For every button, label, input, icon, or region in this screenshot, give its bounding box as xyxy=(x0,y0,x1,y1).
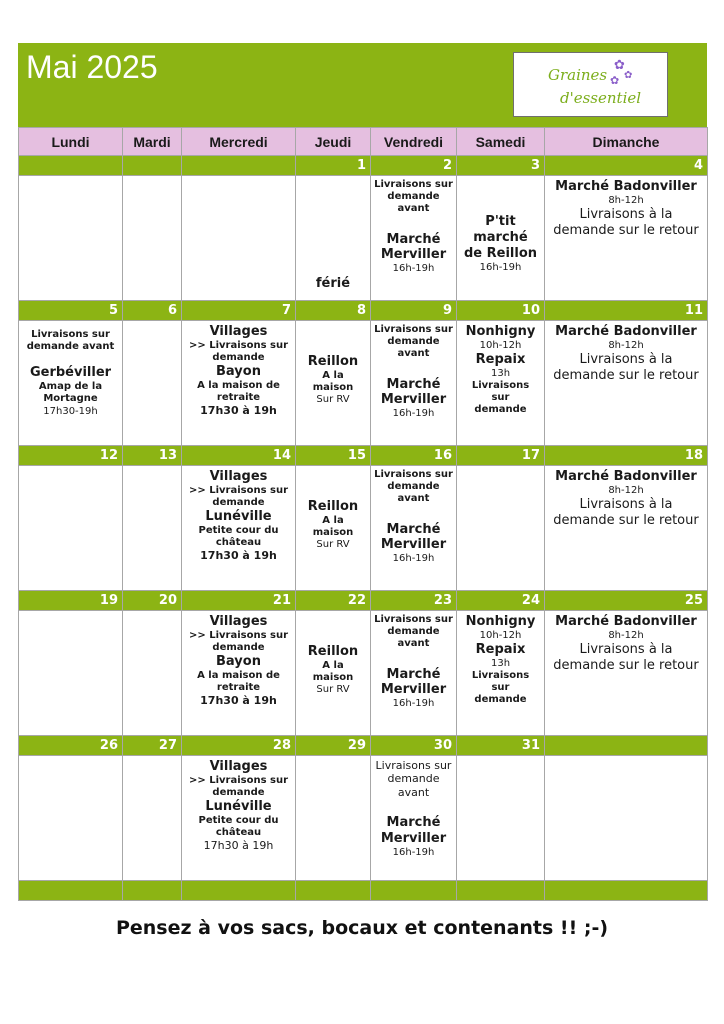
event-hours: 8h-12h xyxy=(608,629,644,641)
day-number: 9 xyxy=(371,301,457,321)
event-text: avant xyxy=(397,203,430,215)
day-number: 15 xyxy=(296,446,371,466)
day-cell xyxy=(182,756,296,881)
event-title: Villages xyxy=(209,759,268,774)
event-text: A la xyxy=(322,514,344,526)
event-title: P'tit xyxy=(485,214,516,229)
day-number: 17 xyxy=(457,446,545,466)
weekday-dimanche: Dimanche xyxy=(545,128,708,156)
event-text: demande xyxy=(387,481,440,493)
weekday-jeudi: Jeudi xyxy=(296,128,371,156)
event-hours: 13h xyxy=(490,657,511,669)
day-number xyxy=(123,156,182,176)
footer-message: Pensez à vos sacs, bocaux et contenants !! ;-) xyxy=(115,917,609,939)
day-cell xyxy=(457,756,545,881)
event-title: Merviller xyxy=(380,392,447,408)
calendar-grid xyxy=(18,127,708,901)
day-cell xyxy=(296,466,371,591)
day-number: 31 xyxy=(457,736,545,756)
event-text: demande xyxy=(212,642,265,654)
day-cell xyxy=(545,756,708,881)
day-cell xyxy=(182,176,296,301)
logo-line2: d'essentiel xyxy=(560,89,642,107)
event-hours: 13h xyxy=(490,367,511,379)
event-title: marché xyxy=(473,229,528,245)
day-number: 16 xyxy=(371,446,457,466)
event-text: demande xyxy=(212,787,265,799)
day-number: 19 xyxy=(19,591,123,611)
event-hours: 17h30 à 19h xyxy=(200,404,277,418)
day-cell xyxy=(123,176,182,301)
event-title: Marché Badonviller xyxy=(555,614,697,629)
event-title: Lunéville xyxy=(205,509,272,525)
day-cell xyxy=(19,321,123,446)
weekday-mardi: Mardi xyxy=(123,128,182,156)
event-text: demande avant xyxy=(26,341,115,353)
day-number xyxy=(19,156,123,176)
event-hours: 10h-12h xyxy=(479,339,522,351)
event-title: Repaix xyxy=(475,352,526,368)
event-text: Sur RV xyxy=(316,684,350,696)
week-1-numbers xyxy=(19,156,708,176)
event-text: Livraisons à la xyxy=(579,207,673,223)
weekday-mercredi: Mercredi xyxy=(182,128,296,156)
event-title: Gerbéviller xyxy=(29,365,112,381)
event-hours: 16h-19h xyxy=(392,698,435,710)
event-title: Merviller xyxy=(380,831,447,847)
event-hours: 16h-19h xyxy=(392,408,435,420)
event-text: Livraisons xyxy=(471,670,530,682)
day-cell xyxy=(182,466,296,591)
day-number: 2 xyxy=(371,156,457,176)
day-number: 14 xyxy=(182,446,296,466)
event-text: Livraisons sur xyxy=(31,329,110,340)
event-hours: 16h-19h xyxy=(392,846,435,858)
day-cell xyxy=(545,176,708,301)
day-number: 30 xyxy=(371,736,457,756)
logo-line1: Graines xyxy=(548,66,608,84)
day-cell xyxy=(182,321,296,446)
event-text: A la xyxy=(322,659,344,671)
day-cell xyxy=(19,756,123,881)
event-title: de Reillon xyxy=(463,245,538,261)
day-cell xyxy=(545,611,708,736)
event-text: retraite xyxy=(216,682,261,694)
event-text: Livraisons sur xyxy=(374,469,453,480)
event-text: sur xyxy=(491,392,510,404)
day-number: 10 xyxy=(457,301,545,321)
event-title: Merviller xyxy=(380,682,447,698)
calendar-title: Mai 2025 xyxy=(26,49,158,85)
event-text: >> Livraisons sur xyxy=(188,339,289,351)
day-number: 7 xyxy=(182,301,296,321)
calendar-bottom-bar xyxy=(19,881,708,901)
event-text: demande sur le retour xyxy=(553,367,699,383)
event-title: Marché Badonviller xyxy=(555,324,697,339)
event-text: château xyxy=(215,537,262,549)
day-number: 1 xyxy=(296,156,371,176)
week-3-numbers xyxy=(19,446,708,466)
event-text: Livraisons à la xyxy=(579,497,673,513)
week-4-numbers xyxy=(19,591,708,611)
event-text: Livraisons à la xyxy=(579,642,673,658)
event-title: Villages xyxy=(209,614,268,629)
day-cell xyxy=(457,321,545,446)
event-title: Marché Badonviller xyxy=(555,469,697,484)
day-number: 24 xyxy=(457,591,545,611)
event-title: Villages xyxy=(209,324,268,339)
weekday-samedi: Samedi xyxy=(457,128,545,156)
weekday-vendredi: Vendredi xyxy=(371,128,457,156)
event-hours: 16h-19h xyxy=(479,261,522,273)
event-title: Marché xyxy=(386,376,441,392)
day-cell xyxy=(19,176,123,301)
event-text: demande xyxy=(387,191,440,203)
day-cell xyxy=(19,611,123,736)
day-number: 29 xyxy=(296,736,371,756)
event-text: demande xyxy=(387,626,440,638)
day-cell xyxy=(123,321,182,446)
day-cell xyxy=(296,756,371,881)
day-number: 26 xyxy=(19,736,123,756)
day-number: 4 xyxy=(545,156,708,176)
week-4-content xyxy=(19,611,708,736)
event-title: Repaix xyxy=(475,642,526,658)
event-title: Villages xyxy=(209,469,268,484)
event-title: Nonhigny xyxy=(465,324,536,339)
event-text: Livraisons sur xyxy=(374,324,453,335)
event-text: A la maison de xyxy=(197,670,280,682)
event-text: château xyxy=(215,827,262,839)
event-text: Livraisons sur xyxy=(375,759,452,772)
ferie-label: férié xyxy=(315,276,351,291)
day-cell xyxy=(371,611,457,736)
event-title: Reillon xyxy=(307,644,359,659)
event-title: Reillon xyxy=(307,354,359,369)
event-text: demande xyxy=(387,336,440,348)
day-cell xyxy=(182,611,296,736)
weekday-header-row xyxy=(19,128,708,156)
week-2-content xyxy=(19,321,708,446)
event-title: Bayon xyxy=(216,654,261,670)
event-title: Marché xyxy=(386,231,441,247)
event-text: Amap de la xyxy=(38,381,103,393)
day-cell xyxy=(371,321,457,446)
event-text: retraite xyxy=(216,392,261,404)
event-text: >> Livraisons sur xyxy=(188,629,289,641)
day-number: 21 xyxy=(182,591,296,611)
event-text: demande xyxy=(212,352,265,364)
week-5-numbers xyxy=(19,736,708,756)
event-text: avant xyxy=(397,493,430,505)
day-cell xyxy=(457,176,545,301)
event-text: Livraisons xyxy=(471,380,530,392)
event-hours: 16h-19h xyxy=(392,553,435,565)
event-title: Marché xyxy=(386,666,441,682)
event-text: Sur RV xyxy=(316,539,350,551)
event-text: sur xyxy=(491,682,510,694)
flower-icon: ✿ xyxy=(610,74,620,87)
day-number: 3 xyxy=(457,156,545,176)
week-2-numbers xyxy=(19,301,708,321)
flower-icon: ✿ xyxy=(614,58,625,73)
weekday-lundi: Lundi xyxy=(19,128,123,156)
event-hours: 8h-12h xyxy=(608,484,644,496)
event-hours: 8h-12h xyxy=(608,339,644,351)
day-number xyxy=(182,156,296,176)
event-hours: 17h30-19h xyxy=(43,405,98,417)
day-number: 12 xyxy=(19,446,123,466)
day-cell xyxy=(371,176,457,301)
week-1-content xyxy=(19,176,708,301)
day-cell xyxy=(123,466,182,591)
day-number: 11 xyxy=(545,301,708,321)
day-number: 23 xyxy=(371,591,457,611)
day-cell xyxy=(545,321,708,446)
event-hours: 8h-12h xyxy=(608,194,644,206)
event-text: avant xyxy=(397,348,430,360)
event-text: Petite cour du xyxy=(198,525,279,537)
event-title: Bayon xyxy=(216,364,261,380)
event-text: maison xyxy=(312,382,354,394)
event-title: Reillon xyxy=(307,499,359,514)
day-number: 8 xyxy=(296,301,371,321)
event-text: A la xyxy=(322,369,344,381)
day-number: 22 xyxy=(296,591,371,611)
week-3-content xyxy=(19,466,708,591)
event-title: Lunéville xyxy=(205,799,272,815)
day-cell xyxy=(296,176,371,301)
day-cell xyxy=(457,466,545,591)
day-number: 6 xyxy=(123,301,182,321)
event-title: Marché xyxy=(386,815,441,831)
event-text: demande sur le retour xyxy=(553,222,699,238)
event-title: Marché xyxy=(386,521,441,537)
event-text: demande xyxy=(474,404,527,416)
day-number: 20 xyxy=(123,591,182,611)
week-5-content xyxy=(19,756,708,881)
day-cell xyxy=(457,611,545,736)
event-text: Mortagne xyxy=(43,393,98,405)
event-hours: 16h-19h xyxy=(392,263,435,275)
event-title: Merviller xyxy=(380,537,447,553)
day-cell xyxy=(19,466,123,591)
event-title: Marché Badonviller xyxy=(555,179,697,194)
event-text: Petite cour du xyxy=(198,815,279,827)
calendar-header xyxy=(18,43,707,127)
day-number: 27 xyxy=(123,736,182,756)
day-cell xyxy=(296,611,371,736)
event-text: Livraisons sur xyxy=(374,179,453,190)
event-text: >> Livraisons sur xyxy=(188,774,289,786)
day-number: 13 xyxy=(123,446,182,466)
day-number: 18 xyxy=(545,446,708,466)
event-text: demande sur le retour xyxy=(553,657,699,673)
event-text: avant xyxy=(397,785,430,799)
event-text: Sur RV xyxy=(316,394,350,406)
event-text: maison xyxy=(312,672,354,684)
flower-icon: ✿ xyxy=(624,70,633,81)
event-hours: 17h30 à 19h xyxy=(200,549,277,563)
day-cell xyxy=(371,466,457,591)
event-text: demande sur le retour xyxy=(553,512,699,528)
day-cell xyxy=(545,466,708,591)
event-text: Livraisons sur xyxy=(374,614,453,625)
event-hours: 17h30 à 19h xyxy=(200,694,277,708)
event-text: >> Livraisons sur xyxy=(188,484,289,496)
day-number: 5 xyxy=(19,301,123,321)
day-cell xyxy=(371,756,457,881)
event-text: demande xyxy=(387,772,440,786)
event-hours: 17h30 à 19h xyxy=(203,839,274,853)
event-hours: 10h-12h xyxy=(479,629,522,641)
day-number: 28 xyxy=(182,736,296,756)
day-number: 25 xyxy=(545,591,708,611)
logo xyxy=(513,52,668,117)
day-cell xyxy=(123,756,182,881)
event-text: demande xyxy=(474,694,527,706)
event-text: demande xyxy=(212,497,265,509)
day-cell xyxy=(296,321,371,446)
event-title: Merviller xyxy=(380,247,447,263)
event-text: Livraisons à la xyxy=(579,352,673,368)
day-number xyxy=(545,736,708,756)
event-text: A la maison de xyxy=(197,380,280,392)
event-text: maison xyxy=(312,527,354,539)
event-text: avant xyxy=(397,638,430,650)
day-cell xyxy=(123,611,182,736)
event-title: Nonhigny xyxy=(465,614,536,629)
